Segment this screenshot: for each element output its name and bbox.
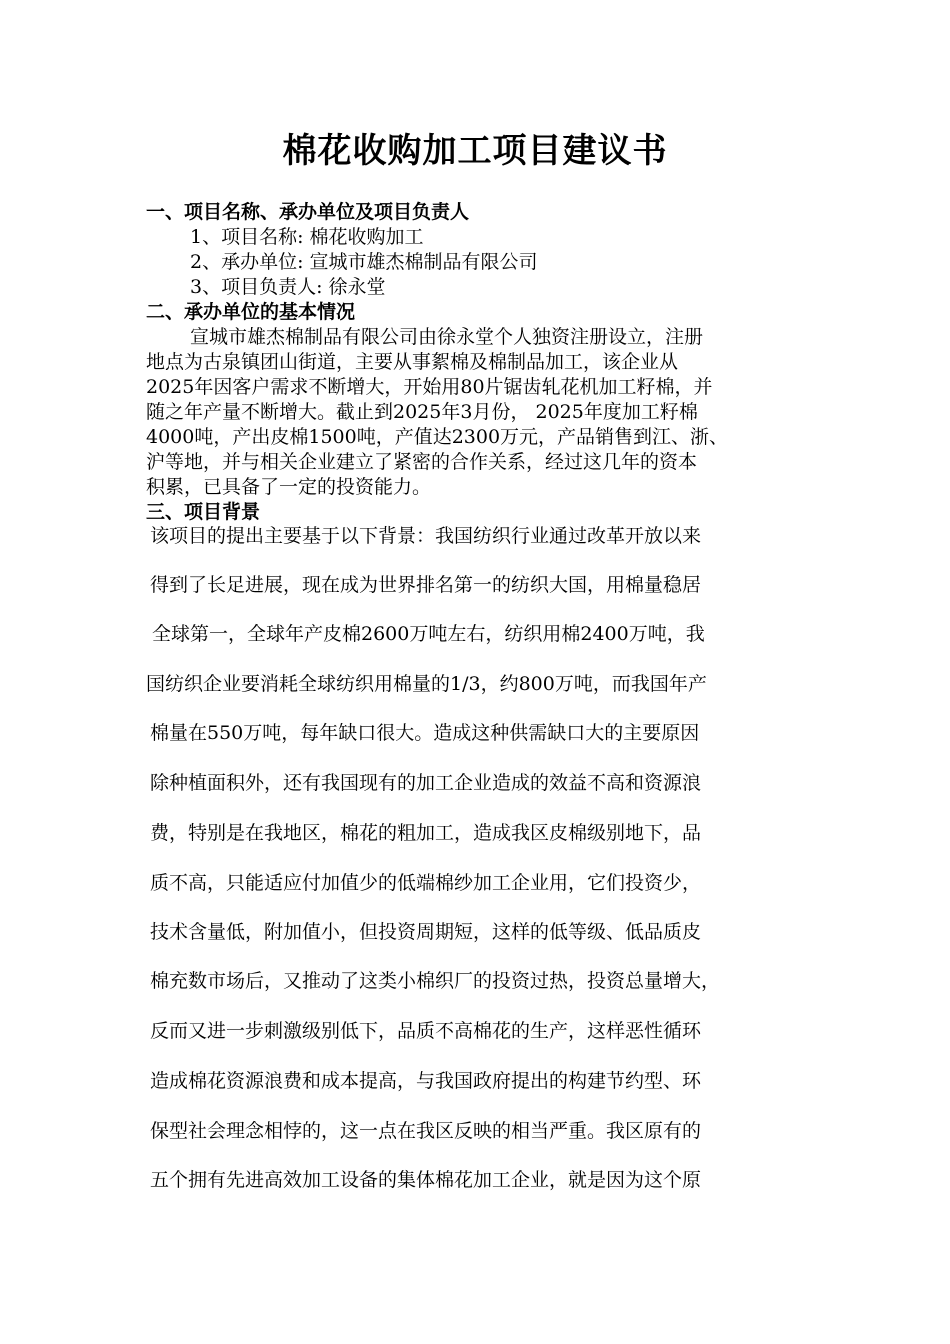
paragraph-line: 技术含量低，附加值小，但投资周期短，这样的低等级、低品质皮 (150, 921, 702, 943)
organizer-line: 2、承办单位: 宣城市雄杰棉制品有限公司 (190, 251, 538, 273)
paragraph-line: 五个拥有先进高效加工设备的集体棉花加工企业，就是因为这个原 (150, 1169, 702, 1191)
paragraph-line: 沪等地，并与相关企业建立了紧密的合作关系，经过这几年的资本 (146, 451, 698, 473)
paragraph-line: 全球第一，全球年产皮棉2600万吨左右，纺织用棉2400万吨，我 (152, 623, 705, 645)
paragraph-line: 该项目的提出主要基于以下背景：我国纺织行业通过改革开放以来 (150, 525, 702, 547)
paragraph-line: 棉充数市场后，又推动了这类小棉织厂的投资过热，投资总量增大， (150, 970, 721, 992)
paragraph-line: 2025年因客户需求不断增大，开始用80片锯齿轧花机加工籽棉，并 (146, 376, 713, 398)
paragraph-line: 费，特别是在我地区，棉花的粗加工，造成我区皮棉级别地下，品 (150, 822, 702, 844)
section-1-heading: 一、项目名称、承办单位及项目负责人 (146, 201, 470, 223)
paragraph-line: 积累，已具备了一定的投资能力。 (146, 476, 432, 498)
project-name-line: 1、项目名称: 棉花收购加工 (190, 226, 424, 248)
section-3-heading: 三、项目背景 (146, 501, 261, 523)
paragraph-line: 地点为古泉镇团山街道，主要从事絮棉及棉制品加工，该企业从 (146, 351, 679, 373)
paragraph-line: 国纺织企业要消耗全球纺织用棉量的1/3，约800万吨，而我国年产 (146, 673, 707, 695)
paragraph-line: 除种植面积外，还有我国现有的加工企业造成的效益不高和资源浪 (150, 772, 702, 794)
document-title: 棉花收购加工项目建议书 (282, 131, 668, 171)
paragraph-line: 保型社会理念相悖的，这一点在我区反映的相当严重。我区原有的 (150, 1120, 702, 1142)
section-2-heading: 二、承办单位的基本情况 (146, 301, 356, 323)
paragraph-line: 质不高，只能适应付加值少的低端棉纱加工企业用，它们投资少， (150, 872, 702, 894)
paragraph-line: 宣城市雄杰棉制品有限公司由徐永堂个人独资注册设立，注册 (190, 326, 704, 348)
paragraph-line: 反而又进一步刺激级别低下，品质不高棉花的生产，这样恶性循环 (150, 1020, 702, 1042)
paragraph-line: 随之年产量不断增大。截止到2025年3月份， 2025年度加工籽棉 (146, 401, 698, 423)
paragraph-line: 得到了长足进展，现在成为世界排名第一的纺织大国，用棉量稳居 (150, 574, 702, 596)
project-leader-line: 3、项目负责人: 徐永堂 (190, 276, 386, 298)
paragraph-line: 4000吨，产出皮棉1500吨，产值达2300万元，产品销售到江、浙、 (146, 426, 729, 448)
paragraph-line: 棉量在550万吨，每年缺口很大。造成这种供需缺口大的主要原因 (150, 722, 700, 744)
paragraph-line: 造成棉花资源浪费和成本提高，与我国政府提出的构建节约型、环 (150, 1070, 702, 1092)
